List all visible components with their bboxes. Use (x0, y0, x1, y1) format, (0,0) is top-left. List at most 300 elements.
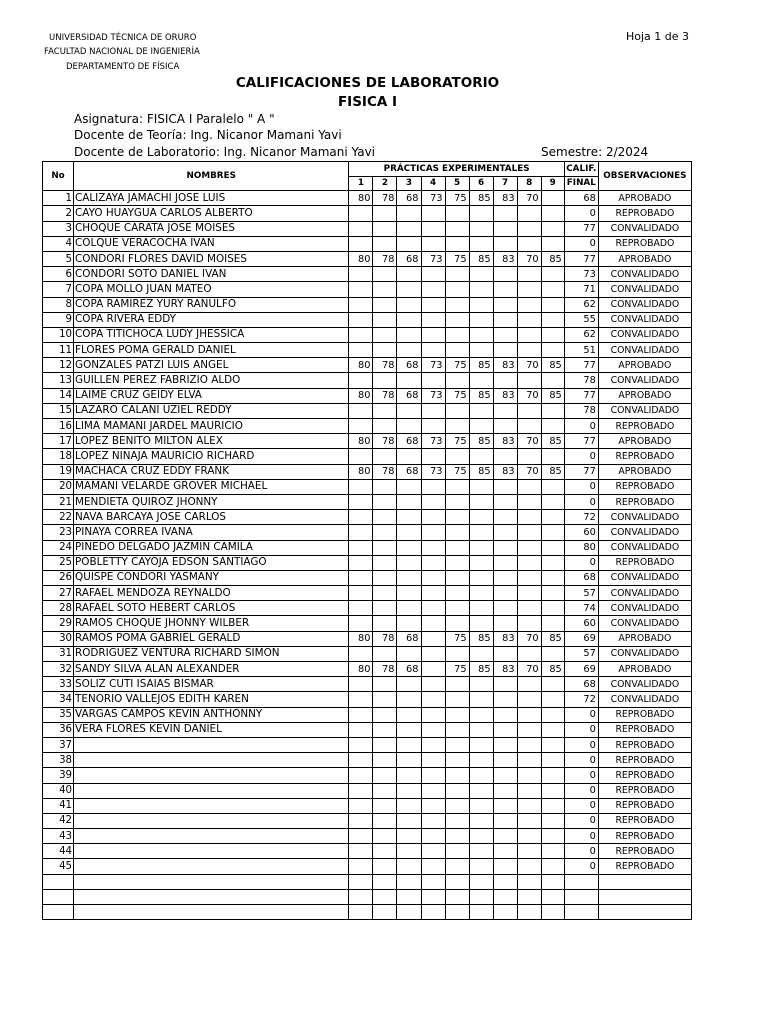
practice-score (445, 403, 469, 418)
final-grade: 72 (564, 510, 598, 525)
student-name (74, 813, 349, 828)
table-row (43, 783, 692, 798)
practice-score (373, 540, 397, 555)
row-number: 33 (43, 677, 74, 692)
practice-score (373, 510, 397, 525)
practice-score (517, 783, 541, 798)
practice-score: 80 (349, 388, 373, 403)
practice-score: 83 (493, 631, 517, 646)
practice-score: 85 (469, 251, 493, 266)
row-number: 11 (43, 343, 74, 358)
practice-score: 83 (493, 358, 517, 373)
grades-table (42, 161, 692, 920)
practice-score: 70 (517, 631, 541, 646)
observation: REPROBADO (598, 813, 691, 828)
page-subtitle: FISICA I (337, 94, 398, 110)
practice-score (469, 722, 493, 737)
practice-score: 85 (541, 388, 564, 403)
page-title: CALIFICACIONES DE LABORATORIO (235, 75, 500, 91)
practice-score (469, 510, 493, 525)
practice-score (469, 798, 493, 813)
practice-score (421, 813, 445, 828)
practice-score (469, 707, 493, 722)
observation: APROBADO (598, 464, 691, 479)
practice-score: 70 (517, 662, 541, 677)
practice-score (493, 813, 517, 828)
header-no: No (43, 162, 74, 191)
practice-score (421, 783, 445, 798)
practice-score (517, 829, 541, 844)
practice-score (373, 768, 397, 783)
practice-score (541, 327, 564, 342)
practice-score (541, 753, 564, 768)
practice-score (541, 510, 564, 525)
practice-score: 80 (349, 631, 373, 646)
row-number: 5 (43, 251, 74, 266)
practice-score (469, 677, 493, 692)
observation: CONVALIDADO (598, 525, 691, 540)
practice-score (373, 692, 397, 707)
final-grade: 0 (564, 479, 598, 494)
practice-score (397, 221, 421, 236)
practice-score (469, 327, 493, 342)
student-name: QUISPE CONDORI YASMANY (74, 570, 349, 585)
row-number: 35 (43, 707, 74, 722)
table-row (43, 586, 692, 601)
practice-score (517, 206, 541, 221)
practice-score (541, 677, 564, 692)
row-number: 16 (43, 419, 74, 434)
student-name: COPA RIVERA EDDY (74, 312, 349, 327)
practice-score (469, 449, 493, 464)
practice-score (445, 570, 469, 585)
observation: REPROBADO (598, 494, 691, 509)
practice-score (373, 905, 397, 920)
practice-score (373, 555, 397, 570)
table-row (43, 464, 692, 479)
practice-score (541, 692, 564, 707)
practice-score (469, 859, 493, 874)
practice-score (421, 327, 445, 342)
practice-score (445, 813, 469, 828)
observation: CONVALIDADO (598, 601, 691, 616)
observation: CONVALIDADO (598, 403, 691, 418)
practice-score (421, 206, 445, 221)
final-grade: 0 (564, 783, 598, 798)
row-number: 36 (43, 722, 74, 737)
header-names: NOMBRES (74, 162, 349, 191)
practice-score (541, 221, 564, 236)
practice-score (445, 722, 469, 737)
practice-score (493, 570, 517, 585)
practice-score: 78 (373, 251, 397, 266)
observation: CONVALIDADO (598, 646, 691, 661)
observation: REPROBADO (598, 206, 691, 221)
row-number: 39 (43, 768, 74, 783)
practice-score: 68 (397, 191, 421, 206)
practice-score (421, 829, 445, 844)
practice-number: 6 (469, 177, 493, 191)
practice-score (469, 494, 493, 509)
practice-score (517, 525, 541, 540)
practice-score (397, 419, 421, 434)
row-number: 19 (43, 464, 74, 479)
practice-score (541, 479, 564, 494)
theory-teacher: Docente de Teoría: Ing. Nicanor Mamani Yavi (74, 128, 342, 142)
observation: REPROBADO (598, 753, 691, 768)
practice-score (445, 829, 469, 844)
practice-score (373, 677, 397, 692)
practice-score (541, 525, 564, 540)
final-grade: 0 (564, 707, 598, 722)
practice-score (421, 419, 445, 434)
final-grade: 78 (564, 403, 598, 418)
student-name: CONDORI SOTO DANIEL IVAN (74, 267, 349, 282)
practice-score (517, 905, 541, 920)
practice-score (373, 267, 397, 282)
final-grade: 0 (564, 844, 598, 859)
practice-score (397, 343, 421, 358)
practice-score: 83 (493, 434, 517, 449)
final-grade (564, 889, 598, 904)
practice-score (517, 282, 541, 297)
practice-score (517, 570, 541, 585)
final-grade: 0 (564, 419, 598, 434)
observation: CONVALIDADO (598, 282, 691, 297)
practice-score (445, 540, 469, 555)
practice-score (421, 662, 445, 677)
student-name: LAZARO CALANI UZIEL REDDY (74, 403, 349, 418)
lab-teacher: Docente de Laboratorio: Ing. Nicanor Mamani Yavi (74, 145, 376, 159)
practice-score: 73 (421, 464, 445, 479)
row-number: 1 (43, 191, 74, 206)
final-grade: 72 (564, 692, 598, 707)
practice-score (517, 327, 541, 342)
table-row (43, 859, 692, 874)
practice-score (397, 844, 421, 859)
practice-score (397, 677, 421, 692)
practice-number: 1 (349, 177, 373, 191)
row-number: 20 (43, 479, 74, 494)
practice-score (493, 677, 517, 692)
row-number: 22 (43, 510, 74, 525)
practice-score (517, 221, 541, 236)
practice-score (373, 297, 397, 312)
practice-score (493, 540, 517, 555)
practice-score (493, 798, 517, 813)
practice-score (349, 312, 373, 327)
practice-score (493, 206, 517, 221)
table-row (43, 829, 692, 844)
practice-score (445, 479, 469, 494)
practice-score: 68 (397, 464, 421, 479)
practice-score (397, 813, 421, 828)
practice-score (397, 889, 421, 904)
student-name (74, 783, 349, 798)
practice-score (541, 373, 564, 388)
practice-score (541, 646, 564, 661)
final-grade: 68 (564, 677, 598, 692)
practice-score (469, 646, 493, 661)
practice-score (349, 844, 373, 859)
practice-score (421, 282, 445, 297)
final-grade: 0 (564, 236, 598, 251)
practice-score (373, 616, 397, 631)
student-name: LIMA MAMANI JARDEL MAURICIO (74, 419, 349, 434)
practice-score: 70 (517, 358, 541, 373)
row-number: 25 (43, 555, 74, 570)
practice-score (469, 419, 493, 434)
observation: REPROBADO (598, 737, 691, 752)
practice-score (493, 419, 517, 434)
practice-score: 75 (445, 464, 469, 479)
practice-number: 3 (397, 177, 421, 191)
practice-score (373, 343, 397, 358)
practice-score (421, 601, 445, 616)
practice-score (493, 312, 517, 327)
row-number: 10 (43, 327, 74, 342)
practice-score (493, 601, 517, 616)
observation: APROBADO (598, 662, 691, 677)
practice-score (349, 297, 373, 312)
practice-score: 70 (517, 191, 541, 206)
practice-score (469, 540, 493, 555)
practice-score (349, 586, 373, 601)
practice-score (469, 312, 493, 327)
practice-score (373, 373, 397, 388)
student-name (74, 829, 349, 844)
practice-score (541, 312, 564, 327)
practice-score (397, 373, 421, 388)
practice-score (373, 206, 397, 221)
final-grade: 74 (564, 601, 598, 616)
practice-score (349, 737, 373, 752)
student-name: SOLIZ CUTI ISAIAS BISMAR (74, 677, 349, 692)
practice-score (517, 722, 541, 737)
table-row (43, 343, 692, 358)
final-grade: 0 (564, 813, 598, 828)
practice-score (397, 737, 421, 752)
practice-score: 75 (445, 388, 469, 403)
student-name (74, 753, 349, 768)
table-row (43, 251, 692, 266)
practice-score (349, 753, 373, 768)
final-grade: 60 (564, 616, 598, 631)
practice-score (349, 525, 373, 540)
student-name: SANDY SILVA ALAN ALEXANDER (74, 662, 349, 677)
practice-score (493, 479, 517, 494)
practice-score (541, 813, 564, 828)
practice-score (397, 586, 421, 601)
practice-score (517, 798, 541, 813)
practice-score (445, 510, 469, 525)
practice-score (445, 206, 469, 221)
row-number (43, 889, 74, 904)
practice-score: 83 (493, 251, 517, 266)
student-name: FLORES POMA GERALD DANIEL (74, 343, 349, 358)
practice-score (517, 555, 541, 570)
practice-score (469, 373, 493, 388)
header-final: FINAL (564, 177, 598, 191)
table-row (43, 221, 692, 236)
student-name: PINAYA CORREA IVANA (74, 525, 349, 540)
practice-score (469, 479, 493, 494)
practice-score (421, 859, 445, 874)
row-number: 31 (43, 646, 74, 661)
practice-score (349, 479, 373, 494)
final-grade: 57 (564, 586, 598, 601)
table-row (43, 525, 692, 540)
row-number: 24 (43, 540, 74, 555)
practice-score (517, 874, 541, 889)
table-row (43, 722, 692, 737)
practice-score (421, 221, 445, 236)
observation: CONVALIDADO (598, 540, 691, 555)
observation: APROBADO (598, 251, 691, 266)
practice-score: 68 (397, 434, 421, 449)
practice-score (397, 312, 421, 327)
practice-score (493, 829, 517, 844)
final-grade: 0 (564, 555, 598, 570)
practice-score (469, 829, 493, 844)
practice-score (349, 874, 373, 889)
practice-score (421, 586, 445, 601)
practice-score: 73 (421, 358, 445, 373)
student-name (74, 798, 349, 813)
table-row (43, 616, 692, 631)
practice-score (445, 707, 469, 722)
practice-score: 85 (469, 434, 493, 449)
row-number (43, 874, 74, 889)
observation: REPROBADO (598, 859, 691, 874)
practice-score: 75 (445, 434, 469, 449)
practice-score (421, 707, 445, 722)
practice-score: 73 (421, 251, 445, 266)
practice-score (373, 586, 397, 601)
row-number: 2 (43, 206, 74, 221)
semester: Semestre: 2/2024 (541, 145, 649, 159)
final-grade: 57 (564, 646, 598, 661)
practice-score (469, 889, 493, 904)
practice-score (493, 753, 517, 768)
practice-score: 85 (541, 434, 564, 449)
practice-score: 80 (349, 191, 373, 206)
student-name (74, 844, 349, 859)
practice-score (493, 525, 517, 540)
practice-score: 75 (445, 191, 469, 206)
row-number: 4 (43, 236, 74, 251)
practice-score: 75 (445, 662, 469, 677)
table-row (43, 601, 692, 616)
row-number: 43 (43, 829, 74, 844)
practice-score (349, 449, 373, 464)
table-row (43, 813, 692, 828)
practice-score (421, 570, 445, 585)
student-name: RAMOS CHOQUE JHONNY WILBER (74, 616, 349, 631)
practice-score (517, 479, 541, 494)
observation: APROBADO (598, 388, 691, 403)
practice-score: 78 (373, 631, 397, 646)
final-grade: 55 (564, 312, 598, 327)
practice-score: 75 (445, 631, 469, 646)
final-grade: 0 (564, 737, 598, 752)
practice-score (493, 783, 517, 798)
practice-score (421, 722, 445, 737)
practice-number: 5 (445, 177, 469, 191)
final-grade: 80 (564, 540, 598, 555)
practice-score (517, 267, 541, 282)
practice-score (373, 813, 397, 828)
practice-score (517, 510, 541, 525)
faculty-name: FACULTAD NACIONAL DE INGENIERÍA (44, 47, 200, 57)
practice-score (469, 267, 493, 282)
practice-score (421, 889, 445, 904)
table-row (43, 737, 692, 752)
practice-score (517, 449, 541, 464)
row-number: 41 (43, 798, 74, 813)
observation: REPROBADO (598, 236, 691, 251)
practice-score (469, 905, 493, 920)
observation: CONVALIDADO (598, 677, 691, 692)
practice-score (445, 601, 469, 616)
practice-score (517, 494, 541, 509)
practice-score (445, 737, 469, 752)
practice-score (373, 449, 397, 464)
practice-score (541, 844, 564, 859)
practice-score (493, 403, 517, 418)
practice-score (517, 737, 541, 752)
practice-score: 85 (541, 358, 564, 373)
practice-score (541, 494, 564, 509)
practice-score: 83 (493, 464, 517, 479)
practice-score (349, 206, 373, 221)
practice-score: 78 (373, 464, 397, 479)
practice-score: 73 (421, 388, 445, 403)
observation: REPROBADO (598, 829, 691, 844)
practice-score (349, 768, 373, 783)
practice-score (469, 813, 493, 828)
practice-score (493, 707, 517, 722)
practice-score (517, 753, 541, 768)
practice-score (397, 267, 421, 282)
row-number: 8 (43, 297, 74, 312)
observation: APROBADO (598, 358, 691, 373)
practice-score (373, 570, 397, 585)
row-number: 17 (43, 434, 74, 449)
student-name: CAYO HUAYGUA CARLOS ALBERTO (74, 206, 349, 221)
table-row (43, 677, 692, 692)
final-grade: 73 (564, 267, 598, 282)
practice-score (397, 327, 421, 342)
practice-score (445, 646, 469, 661)
practice-score (397, 449, 421, 464)
row-number: 26 (43, 570, 74, 585)
practice-score (445, 236, 469, 251)
practice-score (493, 236, 517, 251)
table-row (43, 236, 692, 251)
practice-score (373, 707, 397, 722)
practice-score (445, 768, 469, 783)
practice-score (541, 586, 564, 601)
practice-number: 7 (493, 177, 517, 191)
practice-score (517, 707, 541, 722)
practice-score (397, 297, 421, 312)
row-number: 3 (43, 221, 74, 236)
practice-score (517, 601, 541, 616)
table-row (43, 479, 692, 494)
practice-score: 78 (373, 434, 397, 449)
practice-score (493, 844, 517, 859)
